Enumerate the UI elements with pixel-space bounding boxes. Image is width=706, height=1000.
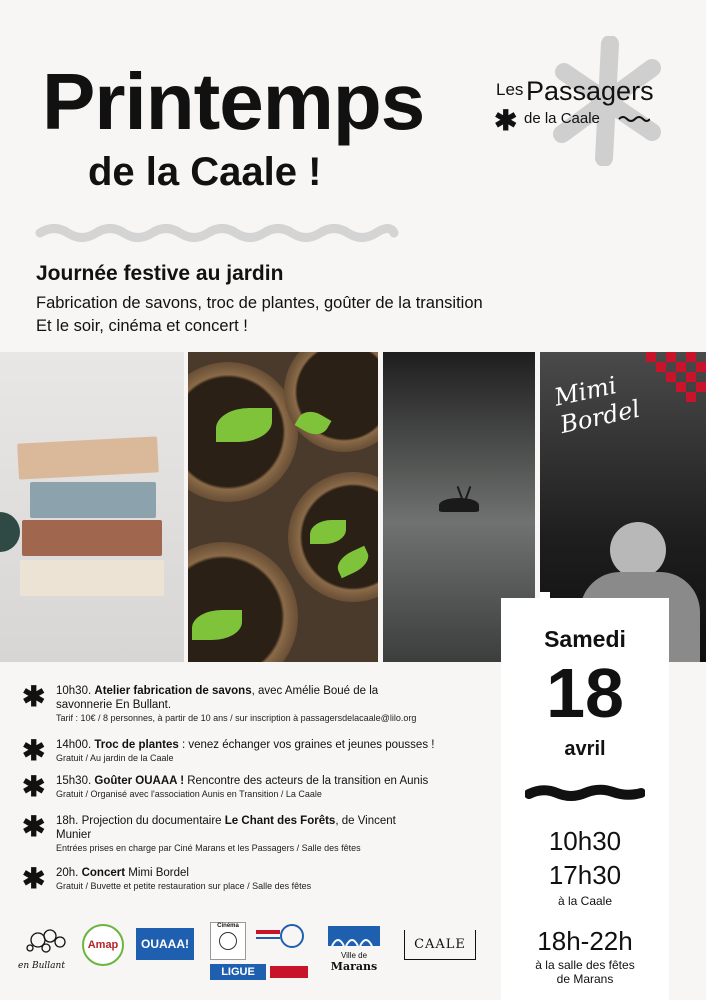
soap-photo	[0, 352, 184, 662]
program-item-soap-workshop: ✱ 10h30. Atelier fabrication de savons, avec Amélie Boué de la savonnerie En Bullant. Tarif : 10€ / 8 personnes, à partir de 10 ans / sur inscription à passagersdelacaale@lilo.org	[22, 684, 492, 728]
program-item-documentary: ✱ 18h. Projection du documentaire Le Chant des Forêts, de Vincent Munier Entrées prises en charge par Ciné Marans et les Passagers / Salle des fêtes	[22, 814, 492, 858]
logo-de-la-caale: de la Caale	[524, 110, 600, 127]
seedlings-photo	[188, 352, 378, 662]
program-item-plant-swap: ✱ 14h00. Troc de plantes : venez échanger vos graines et jeunes pousses ! Gratuit / Au jardin de la Caale	[22, 738, 492, 768]
date-day: Samedi	[544, 626, 626, 652]
band-name-overlay: Mimi Bordel	[551, 371, 643, 439]
asterisk-icon: ✱	[22, 735, 46, 766]
logo-passagers: Passagers	[526, 76, 654, 106]
program-item-details: Entrées prises en charge par Ciné Marans et les Passagers / Salle des fêtes	[56, 843, 361, 853]
date-number: 18	[546, 654, 624, 732]
asterisk-icon: ✱	[22, 771, 46, 802]
brush-stroke-divider	[525, 784, 645, 802]
logo-les: Les	[496, 80, 524, 99]
event-description	[36, 292, 483, 338]
passagers-logo	[490, 40, 670, 170]
cinema-logo: Cinéma	[210, 922, 246, 960]
en-bullant-logo: en Bullant	[18, 926, 78, 970]
ouaaa-logo: OUAAA!	[136, 928, 194, 960]
program-item-title: Goûter OUAAA !	[94, 775, 185, 787]
program-item-concert: ✱ 20h. Concert Mimi Bordel Gratuit / Buvette et petite restauration sur place / Salle des fêtes	[22, 866, 492, 896]
amap-logo: Amap	[82, 924, 124, 966]
bubbles-icon	[18, 926, 78, 956]
logo-wave-icon	[618, 114, 650, 124]
asterisk-icon: ✱	[22, 863, 46, 894]
program-item-details: Gratuit / Organisé avec l'association Aunis en Transition / La Caale	[56, 789, 322, 799]
program-item-gouter: ✱ 15h30. Goûter OUAAA ! Rencontre des acteurs de la transition en Aunis Gratuit / Organisé avec l'association Aunis en Transition / La Caale	[22, 774, 492, 804]
time-slot-3: 18h-22h	[537, 926, 633, 956]
program-item-details: Tarif : 10€ / 8 personnes, à partir de 10 ans / sur inscription à passagersdelacaale@lilo.org	[56, 713, 417, 723]
bridge-icon	[328, 926, 380, 946]
program-item-title: Le Chant des Forêts	[224, 815, 336, 827]
location-caale: à la Caale	[557, 894, 613, 908]
ligue-logo: LIGUE	[210, 964, 266, 980]
ville-de-marans-logo: Ville de Marans	[326, 926, 382, 976]
description-line-2: Et le soir, cinéma et concert !	[36, 317, 248, 335]
asterisk-icon: ✱	[22, 811, 46, 842]
ligue-badge	[270, 966, 308, 978]
location-salle-des-fetes	[501, 958, 669, 986]
location-line-1: à la salle des fêtes	[535, 958, 635, 972]
partner-logos	[14, 922, 494, 988]
time-slot-1: 10h30	[548, 826, 622, 856]
program-item-title: Concert	[81, 867, 126, 879]
poster-title-line2: de la Caale !	[88, 150, 322, 194]
location-line-2: de Marans	[556, 972, 614, 986]
wave-divider	[34, 222, 400, 244]
program-item-title: Atelier fabrication de savons	[94, 685, 252, 697]
asterisk-icon: ✱	[22, 681, 46, 712]
poster-title: Printemps	[42, 57, 425, 146]
time-slot-2: 17h30	[548, 860, 622, 890]
logo-asterisk-icon: ✱	[494, 105, 518, 136]
date-month: avril	[564, 738, 606, 760]
cpcc-logo-icon	[254, 922, 306, 952]
date-panel	[501, 598, 669, 1000]
program-item-title: Troc de plantes	[94, 739, 179, 751]
description-line-1: Fabrication de savons, troc de plantes, goûter de la transition	[36, 294, 483, 312]
event-subtitle: Journée festive au jardin	[36, 262, 284, 285]
program-item-details: Gratuit / Buvette et petite restauration sur place / Salle des fêtes	[56, 881, 312, 891]
caale-logo: CAALE	[404, 930, 476, 960]
program-item-details: Gratuit / Au jardin de la Caale	[56, 753, 174, 763]
